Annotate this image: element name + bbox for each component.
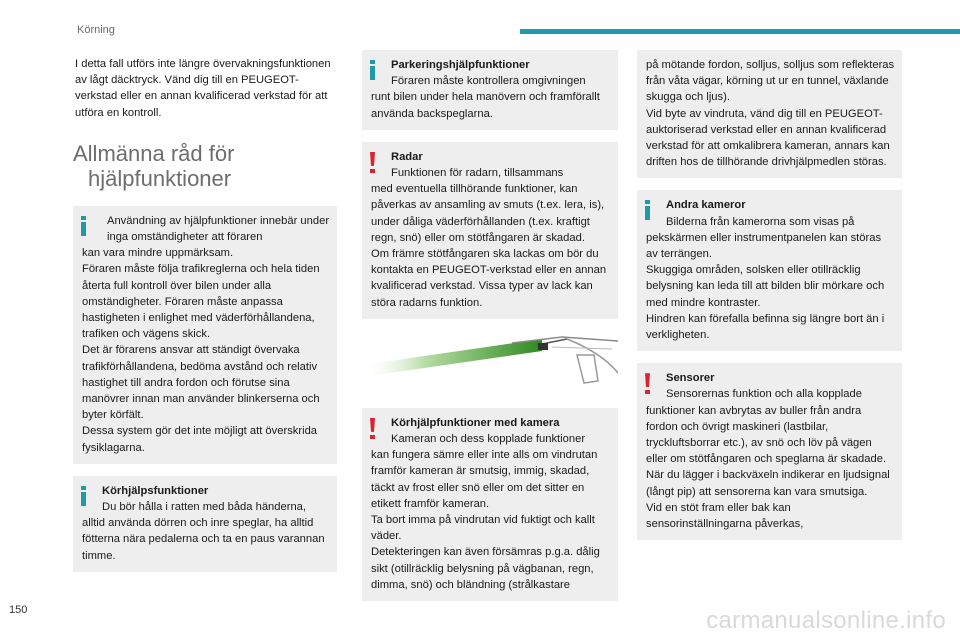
warning-box-radar bbox=[362, 142, 618, 319]
box-title: Körhjälpfunktioner med kamera bbox=[391, 416, 560, 429]
info-box-other-cameras bbox=[637, 190, 902, 351]
info-bar-icon bbox=[645, 200, 650, 220]
box-title: Sensorer bbox=[666, 372, 715, 385]
page-number: 150 bbox=[9, 604, 28, 616]
box-title: Andra kameror bbox=[666, 199, 746, 212]
column-1 bbox=[73, 50, 337, 584]
box-body: kan fungera sämre eller inte alls om vindrutan framför kameran är smutsig, immig, skadad, täckt av frost eller snö eller om det sitter en etikett framför kameran. Ta bort imma på vindrutan vid fuktigt och kallt väder. Detekteringen kan även försämras p.g.a. dålig sikt (otillräcklig belysning på vägbanan, regn, dimma, snö) och bländning (strålkastare bbox=[371, 449, 600, 591]
exclamation-icon bbox=[370, 418, 376, 440]
warning-box-camera-assist bbox=[362, 408, 618, 601]
warning-box-sensors bbox=[637, 363, 902, 540]
box-first-line: Du bör hålla i ratten med båda händerna, bbox=[102, 501, 306, 514]
watermark: carmanualsonline.info bbox=[706, 607, 946, 634]
box-first-line: Bilderna från kamerorna som visas på bbox=[666, 215, 855, 228]
column-3 bbox=[637, 50, 902, 552]
box-title: Körhjälpsfunktioner bbox=[102, 484, 209, 497]
column-2 bbox=[362, 50, 618, 613]
box-body: kan vara mindre uppmärksam. Föraren måste följa trafikreglerna och hela tiden återta full kontroll över bilen under alla omständigheter. Föraren måste anpassa hastigheten i enlighet med väderförhållandena, trafiken och vägens skick. Det är förarens ansvar att ständigt övervaka trafikförhållandena, bedöma avstånd och relativ hastighet till andra fordon och förutse sina manövrer innan man använder blinkerserna och byter körfält. Dessa system gör det inte möjligt att överskrida fysiklagarna. bbox=[82, 247, 320, 454]
box-first-line: Kameran och dess kopplade funktioner bbox=[391, 433, 586, 446]
box-title: Radar bbox=[391, 150, 423, 163]
radar-illustration bbox=[362, 333, 618, 393]
box-first-line: Föraren måste kontrollera omgivningen bbox=[391, 75, 586, 88]
header-accent-bar bbox=[520, 29, 960, 34]
box-first-line: Användning av hjälpfunktioner innebär under inga omständigheter att föraren bbox=[107, 214, 330, 244]
box-body: runt bilen under hela manövern och framförallt använda backspeglarna. bbox=[371, 91, 600, 120]
intro-paragraph: I detta fall utförs inte längre övervakningsfunktionen av lågt däcktryck. Vänd dig till en PEUGEOT-verkstad eller en annan kvalificerad verkstad för att utföra en kontroll. bbox=[75, 58, 331, 119]
info-bar-icon bbox=[370, 60, 375, 80]
box-first-line: Sensorernas funktion och alla kopplade bbox=[666, 388, 862, 401]
box-body: alltid använda dörren och inre speglar, ha alltid fötterna nära pedalerna och ta en paus varannan timme. bbox=[82, 517, 325, 562]
section-title-line-2: hjälpfunktioner bbox=[88, 165, 232, 191]
exclamation-icon bbox=[370, 152, 376, 174]
box-body: med eventuella tillhörande funktioner, kan påverkas av ansamling av smuts (t.ex. lera, is), under dåliga väderförhållanden (t.ex. kraftigt regn, snö) eller om stötfångaren är skadad. Om främre stötfångaren ska lackas om bör du kontakta en PEUGEOT-verkstad eller en annan kvalificerad verkstad. Vissa typer av lack kan störa radarns funktion. bbox=[371, 183, 607, 309]
box-body: funktioner kan avbrytas av buller från andra fordon och övrigt maskineri (lastbilar, tryckluftsborrar etc.), av snö och löv på vägen eller om stötfångaren och speglarna är skadade. När du lägger i backväxeln indikerar en ljudsignal (långt pip) att sensorerna kan vara smutsiga. Vid en stöt fram eller bak kan sensorinställningarna påverkas, bbox=[646, 404, 890, 531]
section-title-line-1: Allmänna råd för bbox=[73, 140, 235, 166]
info-bar-icon bbox=[81, 216, 86, 236]
section-title bbox=[73, 141, 337, 191]
box-title: Parkeringshjälpfunktioner bbox=[391, 59, 530, 71]
info-box-general-advice bbox=[73, 206, 337, 464]
info-bar-icon bbox=[81, 486, 86, 506]
info-box-driving-assist bbox=[73, 476, 337, 572]
box-body: pekskärmen eller instrumentpanelen kan störas av terrängen. Skuggiga områden, solsken eller otillräcklig belysning kan leda till att bilden blir mörkare och med mindre kontraster. Hindren kan förefalla befinna sig längre bort än i verkligheten. bbox=[646, 231, 885, 342]
radar-beam-image bbox=[362, 333, 618, 393]
page-header-label: Körning bbox=[77, 24, 115, 36]
box-first-line: Funktionen för radarn, tillsammans bbox=[391, 167, 564, 180]
warning-box-camera-continued bbox=[637, 50, 902, 178]
exclamation-icon bbox=[645, 373, 651, 395]
box-body: på mötande fordon, solljus, solljus som reflekteras från våta vägar, körning ut ur en tunnel, växlande skugga och ljus). Vid byte av vindruta, vänd dig till en PEUGEOT-auktoriserad verkstad eller en annan kvalificerad verkstad för att omkalibrera kameran, annars kan driften hos de tillhörande drivhjälpmedlen störas. bbox=[646, 59, 895, 169]
info-box-parking-assist bbox=[362, 50, 618, 130]
